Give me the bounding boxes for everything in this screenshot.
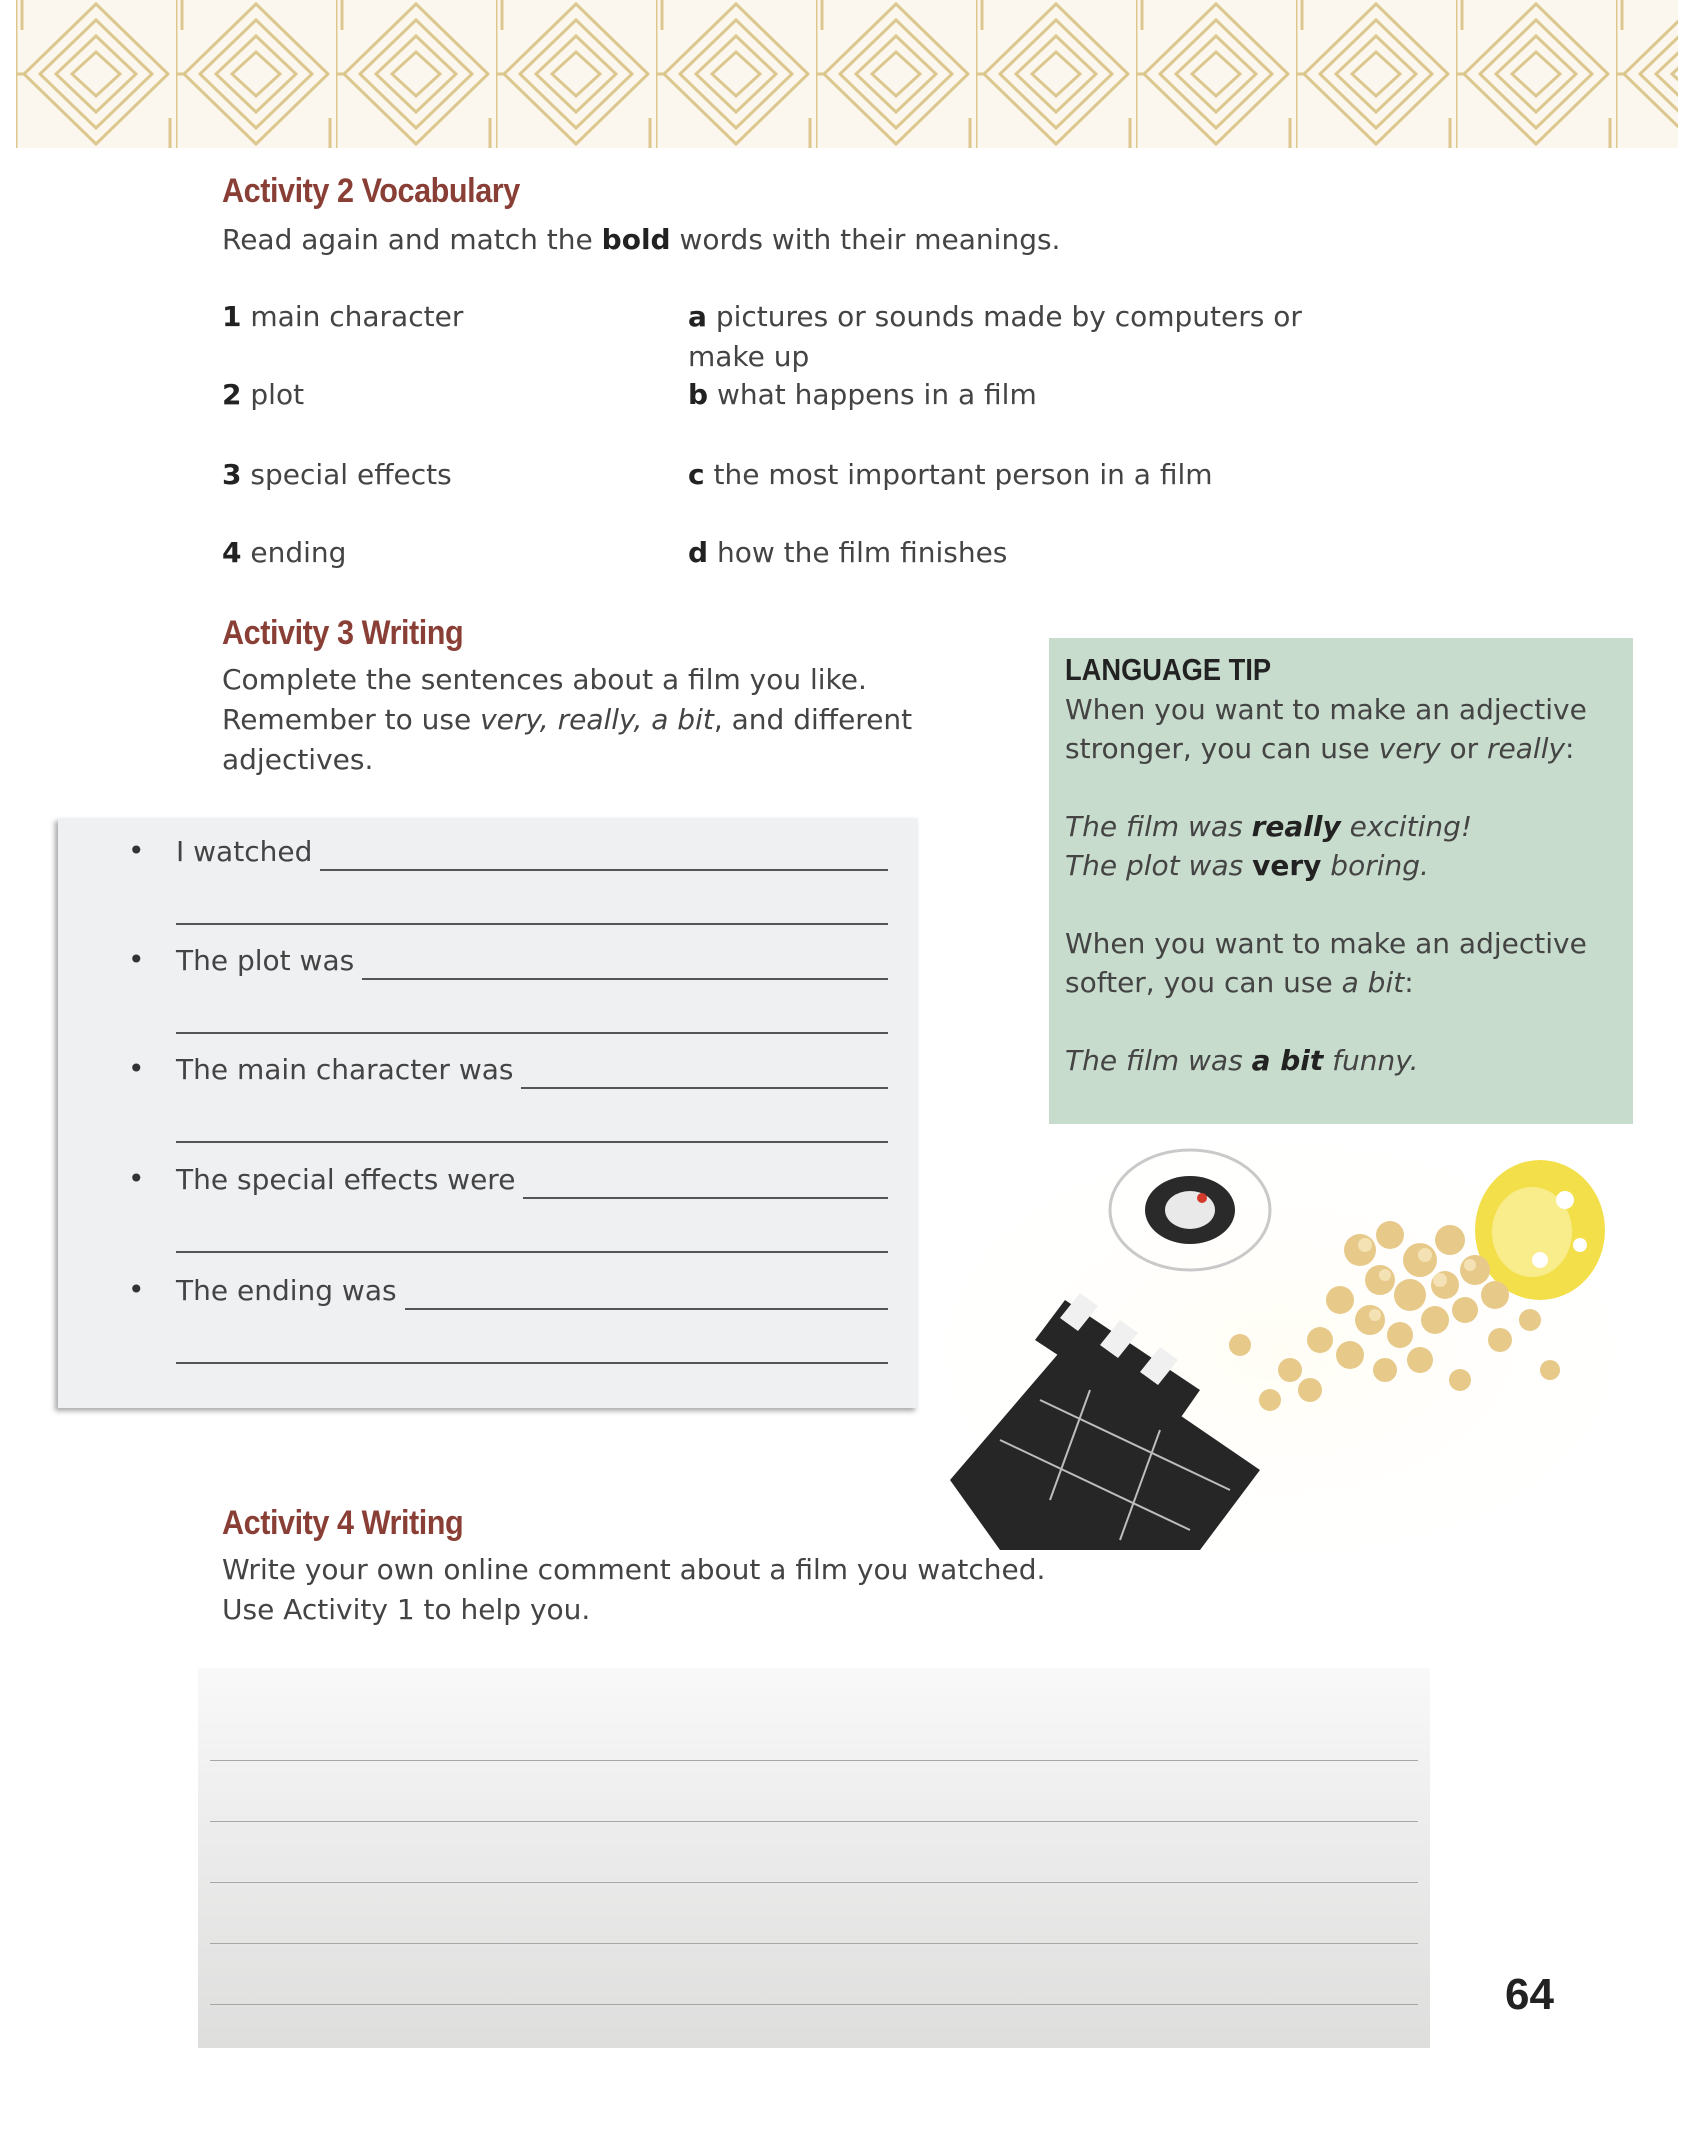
bullet-icon: • bbox=[128, 834, 145, 867]
decorative-pattern-banner bbox=[16, 0, 1678, 148]
answer-line[interactable] bbox=[176, 923, 888, 925]
meaning-item: b what happens in a film bbox=[688, 378, 1037, 411]
meaning-item: a pictures or sounds made by computers or make up bbox=[688, 300, 1302, 373]
activity-3-heading: Activity 3 Writing bbox=[222, 614, 464, 652]
sentence-item bbox=[58, 941, 918, 1051]
writing-line[interactable] bbox=[210, 1821, 1418, 1822]
answer-line[interactable] bbox=[176, 1251, 888, 1253]
bullet-icon: • bbox=[128, 1273, 145, 1306]
tip-paragraph: When you want to make an adjective stronger, you can use very or really: bbox=[1065, 693, 1587, 765]
sentence-item bbox=[58, 832, 918, 942]
meaning-item: c the most important person in a film bbox=[688, 458, 1213, 491]
sentence-prompt: I watched bbox=[176, 832, 320, 872]
activity-2-instruction: Read again and match the bold words with their meanings. bbox=[222, 223, 1061, 256]
activity-4-instruction: Write your own online comment about a film you watched. Use Activity 1 to help you. bbox=[222, 1553, 1046, 1626]
activity-4-heading: Activity 4 Writing bbox=[222, 1504, 464, 1542]
language-tip-title: LANGUAGE TIP bbox=[1065, 652, 1272, 687]
writing-line[interactable] bbox=[210, 1943, 1418, 1944]
writing-line[interactable] bbox=[210, 1882, 1418, 1883]
page-number: 64 bbox=[1505, 1970, 1554, 2019]
sentence-prompt: The ending was bbox=[176, 1271, 405, 1311]
sentence-item bbox=[58, 1271, 918, 1381]
activity-2-heading: Activity 2 Vocabulary bbox=[222, 172, 520, 210]
sentence-item bbox=[58, 1160, 918, 1270]
popcorn-bucket-icon bbox=[1475, 1160, 1605, 1300]
tip-paragraph: When you want to make an adjective softer, you can use a bit: bbox=[1065, 927, 1587, 999]
geometric-pattern-icon bbox=[16, 0, 1678, 148]
term-item: 3 special effects bbox=[222, 458, 452, 491]
bullet-icon: • bbox=[128, 1162, 145, 1195]
sentence-prompt: The special effects were bbox=[176, 1160, 523, 1200]
sentence-prompt: The main character was bbox=[176, 1050, 521, 1090]
language-tip-box bbox=[1049, 638, 1633, 1124]
writing-area[interactable] bbox=[198, 1668, 1430, 2048]
bullet-icon: • bbox=[128, 1052, 145, 1085]
sentence-completion-box bbox=[58, 818, 918, 1408]
activity-3-instruction: Complete the sentences about a film you like. Remember to use very, really, a bit, and different adjectives. bbox=[222, 663, 913, 776]
sentence-prompt: The plot was bbox=[176, 941, 362, 981]
popcorn-clapperboard-illustration bbox=[940, 1140, 1620, 1560]
tip-example: The film was really exciting! The plot was very boring. bbox=[1065, 810, 1473, 882]
answer-line[interactable] bbox=[176, 1032, 888, 1034]
tip-example: The film was a bit funny. bbox=[1065, 1044, 1419, 1077]
meaning-item: d how the film finishes bbox=[688, 536, 1008, 569]
term-item: 4 ending bbox=[222, 536, 347, 569]
term-item: 1 main character bbox=[222, 300, 464, 333]
answer-line[interactable] bbox=[176, 1141, 888, 1143]
writing-line[interactable] bbox=[210, 2004, 1418, 2005]
writing-line[interactable] bbox=[210, 1760, 1418, 1761]
sentence-item bbox=[58, 1050, 918, 1160]
term-item: 2 plot bbox=[222, 378, 305, 411]
answer-line[interactable] bbox=[176, 1362, 888, 1364]
bullet-icon: • bbox=[128, 943, 145, 976]
